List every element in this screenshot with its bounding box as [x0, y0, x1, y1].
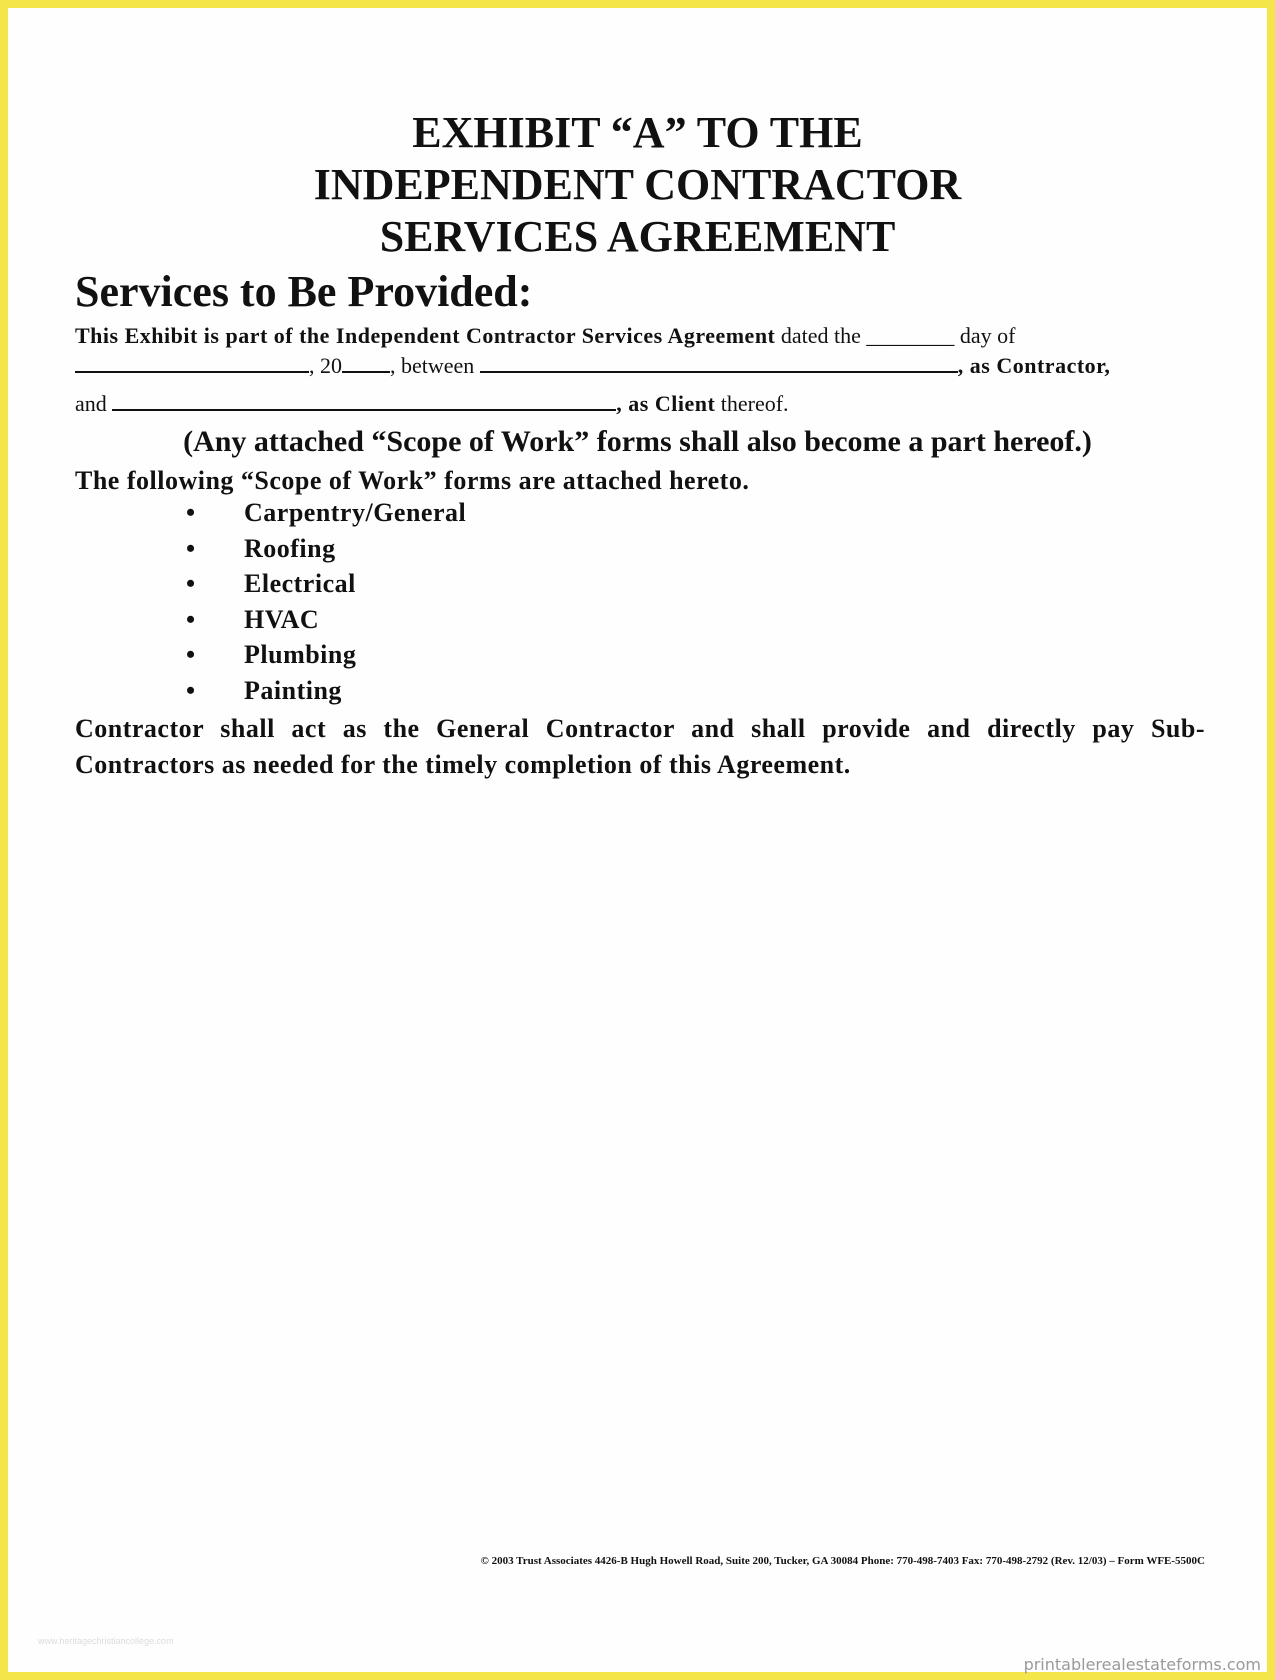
month-blank[interactable] — [75, 353, 309, 373]
document-title — [8, 107, 1267, 263]
watermark-text: www.heritagechristiancollege.com — [38, 1636, 174, 1646]
bullet-icon: • — [186, 675, 196, 705]
bullet-icon: • — [186, 498, 196, 527]
form-footer: © 2003 Trust Associates 4426-B Hugh Howell Road, Suite 200, Tucker, GA 30084 Phone: 770-498-7403 Fax: 770-498-2792 (Rev. 12/03) – Form WFE-5500C — [480, 1555, 1205, 1567]
title-line-1: EXHIBIT “A” TO THE — [412, 108, 863, 157]
as-client-text: , as Client — [616, 391, 716, 416]
scope-note: (Any attached “Scope of Work” forms shall also become a part hereof.) — [183, 425, 1092, 458]
title-line-2: INDEPENDENT CONTRACTOR — [313, 160, 962, 209]
scope-item-label: Roofing — [244, 533, 336, 563]
thereof-text: thereof. — [715, 391, 789, 416]
document-page — [8, 8, 1267, 1672]
bullet-icon: • — [186, 533, 196, 563]
intro-paragraph — [75, 321, 1205, 419]
day-blank[interactable]: ________ — [866, 323, 955, 348]
bullet-icon: • — [186, 640, 196, 670]
and-text: and — [75, 391, 113, 416]
year-prefix-text: , 20 — [309, 353, 342, 378]
day-of-text: day of — [954, 323, 1016, 348]
client-name-blank[interactable] — [112, 391, 616, 411]
site-watermark: printablerealestateforms.com — [1023, 1655, 1261, 1674]
as-contractor-text: , as Contractor, — [957, 353, 1111, 378]
scope-intro: The following “Scope of Work” forms are attached hereto. — [75, 466, 750, 495]
scope-item-label: HVAC — [244, 604, 320, 634]
contractor-name-blank[interactable] — [480, 353, 958, 373]
closing-paragraph: Contractor shall act as the General Contractor and shall provide and directly pay Sub-Contractors as needed for the timely completion of this Agreement. — [75, 714, 1205, 779]
scope-item-label: Electrical — [244, 569, 356, 599]
section-heading: Services to Be Provided: — [75, 267, 533, 316]
year-blank[interactable] — [342, 353, 390, 373]
scope-item-label: Carpentry/General — [244, 498, 467, 527]
between-text: , between — [390, 353, 480, 378]
scope-item-label: Painting — [244, 675, 342, 705]
title-line-3: SERVICES AGREEMENT — [379, 212, 896, 261]
intro-dated-text: dated the — [775, 323, 867, 348]
scope-item-label: Plumbing — [244, 640, 357, 670]
bullet-icon: • — [186, 604, 196, 634]
bullet-icon: • — [186, 569, 196, 599]
intro-bold-text: This Exhibit is part of the Independent Contractor Services Agreement — [75, 323, 776, 348]
